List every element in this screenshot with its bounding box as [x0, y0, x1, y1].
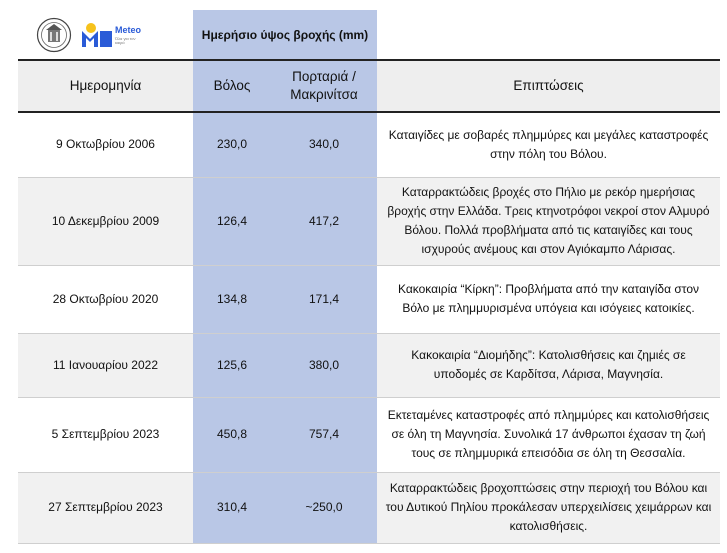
- row-divider: [18, 265, 720, 266]
- table-cell-volos: 450,8: [216, 427, 248, 441]
- table-cell-date: 27 Σεπτεμβρίου 2023: [48, 500, 163, 514]
- table-cell-impact: Κακοκαιρία “Διομήδης”: Κατολισθήσεις και ζημιές σε υποδομές σε Καρδίτσα, Λάρισα, Μαγνησία.: [411, 348, 686, 381]
- header-bottom-rule: [18, 111, 720, 113]
- meteo-logo-icon: [82, 23, 112, 47]
- table-title-row: [18, 10, 720, 60]
- meteo-brand-name: Meteo: [115, 24, 142, 35]
- table-cell-impact: Κακοκαιρία “Κίρκη”: Προβλήματα από την καταιγίδα στον Βόλο με πλημμυρισμένα υπόγεια και ισόγειες κατοικίες.: [397, 282, 699, 315]
- column-header-impacts: Επιπτώσεις: [377, 60, 720, 112]
- table-cell-impact: Εκτεταμένες καταστροφές από πλημμύρες και κατολισθήσεις σε όλη τη Μαγνησία. Συνολικά 17 άνθρωποι έχασαν τη ζωή τους σε πλημμυρικά επεισόδια σε όλη τη Θεσσαλία.: [387, 408, 710, 460]
- table-cell-portaria: 417,2: [308, 213, 340, 228]
- table-cell-impact: Καταιγίδες με σοβαρές πλημμύρες και μεγάλες καταστροφές στην πόλη του Βόλου.: [388, 127, 709, 161]
- column-header-volos: Βόλος: [213, 78, 251, 93]
- table-cell-date: 28 Οκτωβρίου 2020: [52, 291, 159, 306]
- table-cell-volos: 310,4: [216, 500, 248, 514]
- meteo-logo: [82, 23, 143, 47]
- table-cell-impact: Καταρρακτώδεις βροχοπτώσεις στην περιοχή του Βόλου και του Δυτικού Πηλίου προκάλεσαν υπερχειλίσεις χειμάρρων και κατολισθήσεις.: [385, 481, 712, 533]
- table-cell-volos: 230,0: [216, 137, 248, 151]
- university-seal-icon: [36, 17, 72, 53]
- row-divider: [18, 472, 720, 473]
- table-cell-portaria: 340,0: [308, 137, 340, 151]
- column-header-portaria: Πορταριά / Μακρινίτσα: [290, 69, 358, 102]
- table-top-rule: [18, 59, 720, 61]
- table-cell-volos: 134,8: [216, 291, 248, 306]
- rainfall-group-title: Ημερήσιο ύψος βροχής (mm): [201, 28, 369, 42]
- meteo-tagline: Όλα για τον καιρό: [115, 35, 136, 45]
- row-divider: [18, 397, 720, 398]
- table-cell-portaria: 757,4: [308, 427, 340, 441]
- table-bottom-rule: [18, 543, 720, 544]
- column-header-date: Ημερομηνία: [18, 60, 193, 112]
- table-cell-portaria: 171,4: [308, 291, 340, 306]
- table-cell-date: 10 Δεκεμβρίου 2009: [51, 213, 160, 228]
- table-cell-volos: 125,6: [216, 357, 248, 372]
- table-cell-date: 9 Οκτωβρίου 2006: [56, 137, 155, 151]
- row-divider: [18, 333, 720, 334]
- table-cell-portaria: 380,0: [308, 357, 340, 372]
- logo-group: [18, 10, 193, 60]
- table-cell-date: 5 Σεπτεμβρίου 2023: [51, 427, 160, 441]
- table-cell-date: 11 Ιανουαρίου 2022: [53, 357, 158, 372]
- table-cell-portaria: ~250,0: [305, 500, 343, 514]
- table-cell-volos: 126,4: [216, 213, 248, 228]
- table-cell-impact: Καταρρακτώδεις βροχές στο Πήλιο με ρεκόρ ημερήσιας βροχής στην Ελλάδα. Τρεις κτηνοτρόφοι νεκροί στον Αλμυρό Βόλου. Πολλά προβλήματα από τις καταιγίδες και τους ισχυρούς ανέμους και στον Αγιόκαμπο Λάρισας.: [387, 185, 710, 256]
- row-divider: [18, 177, 720, 178]
